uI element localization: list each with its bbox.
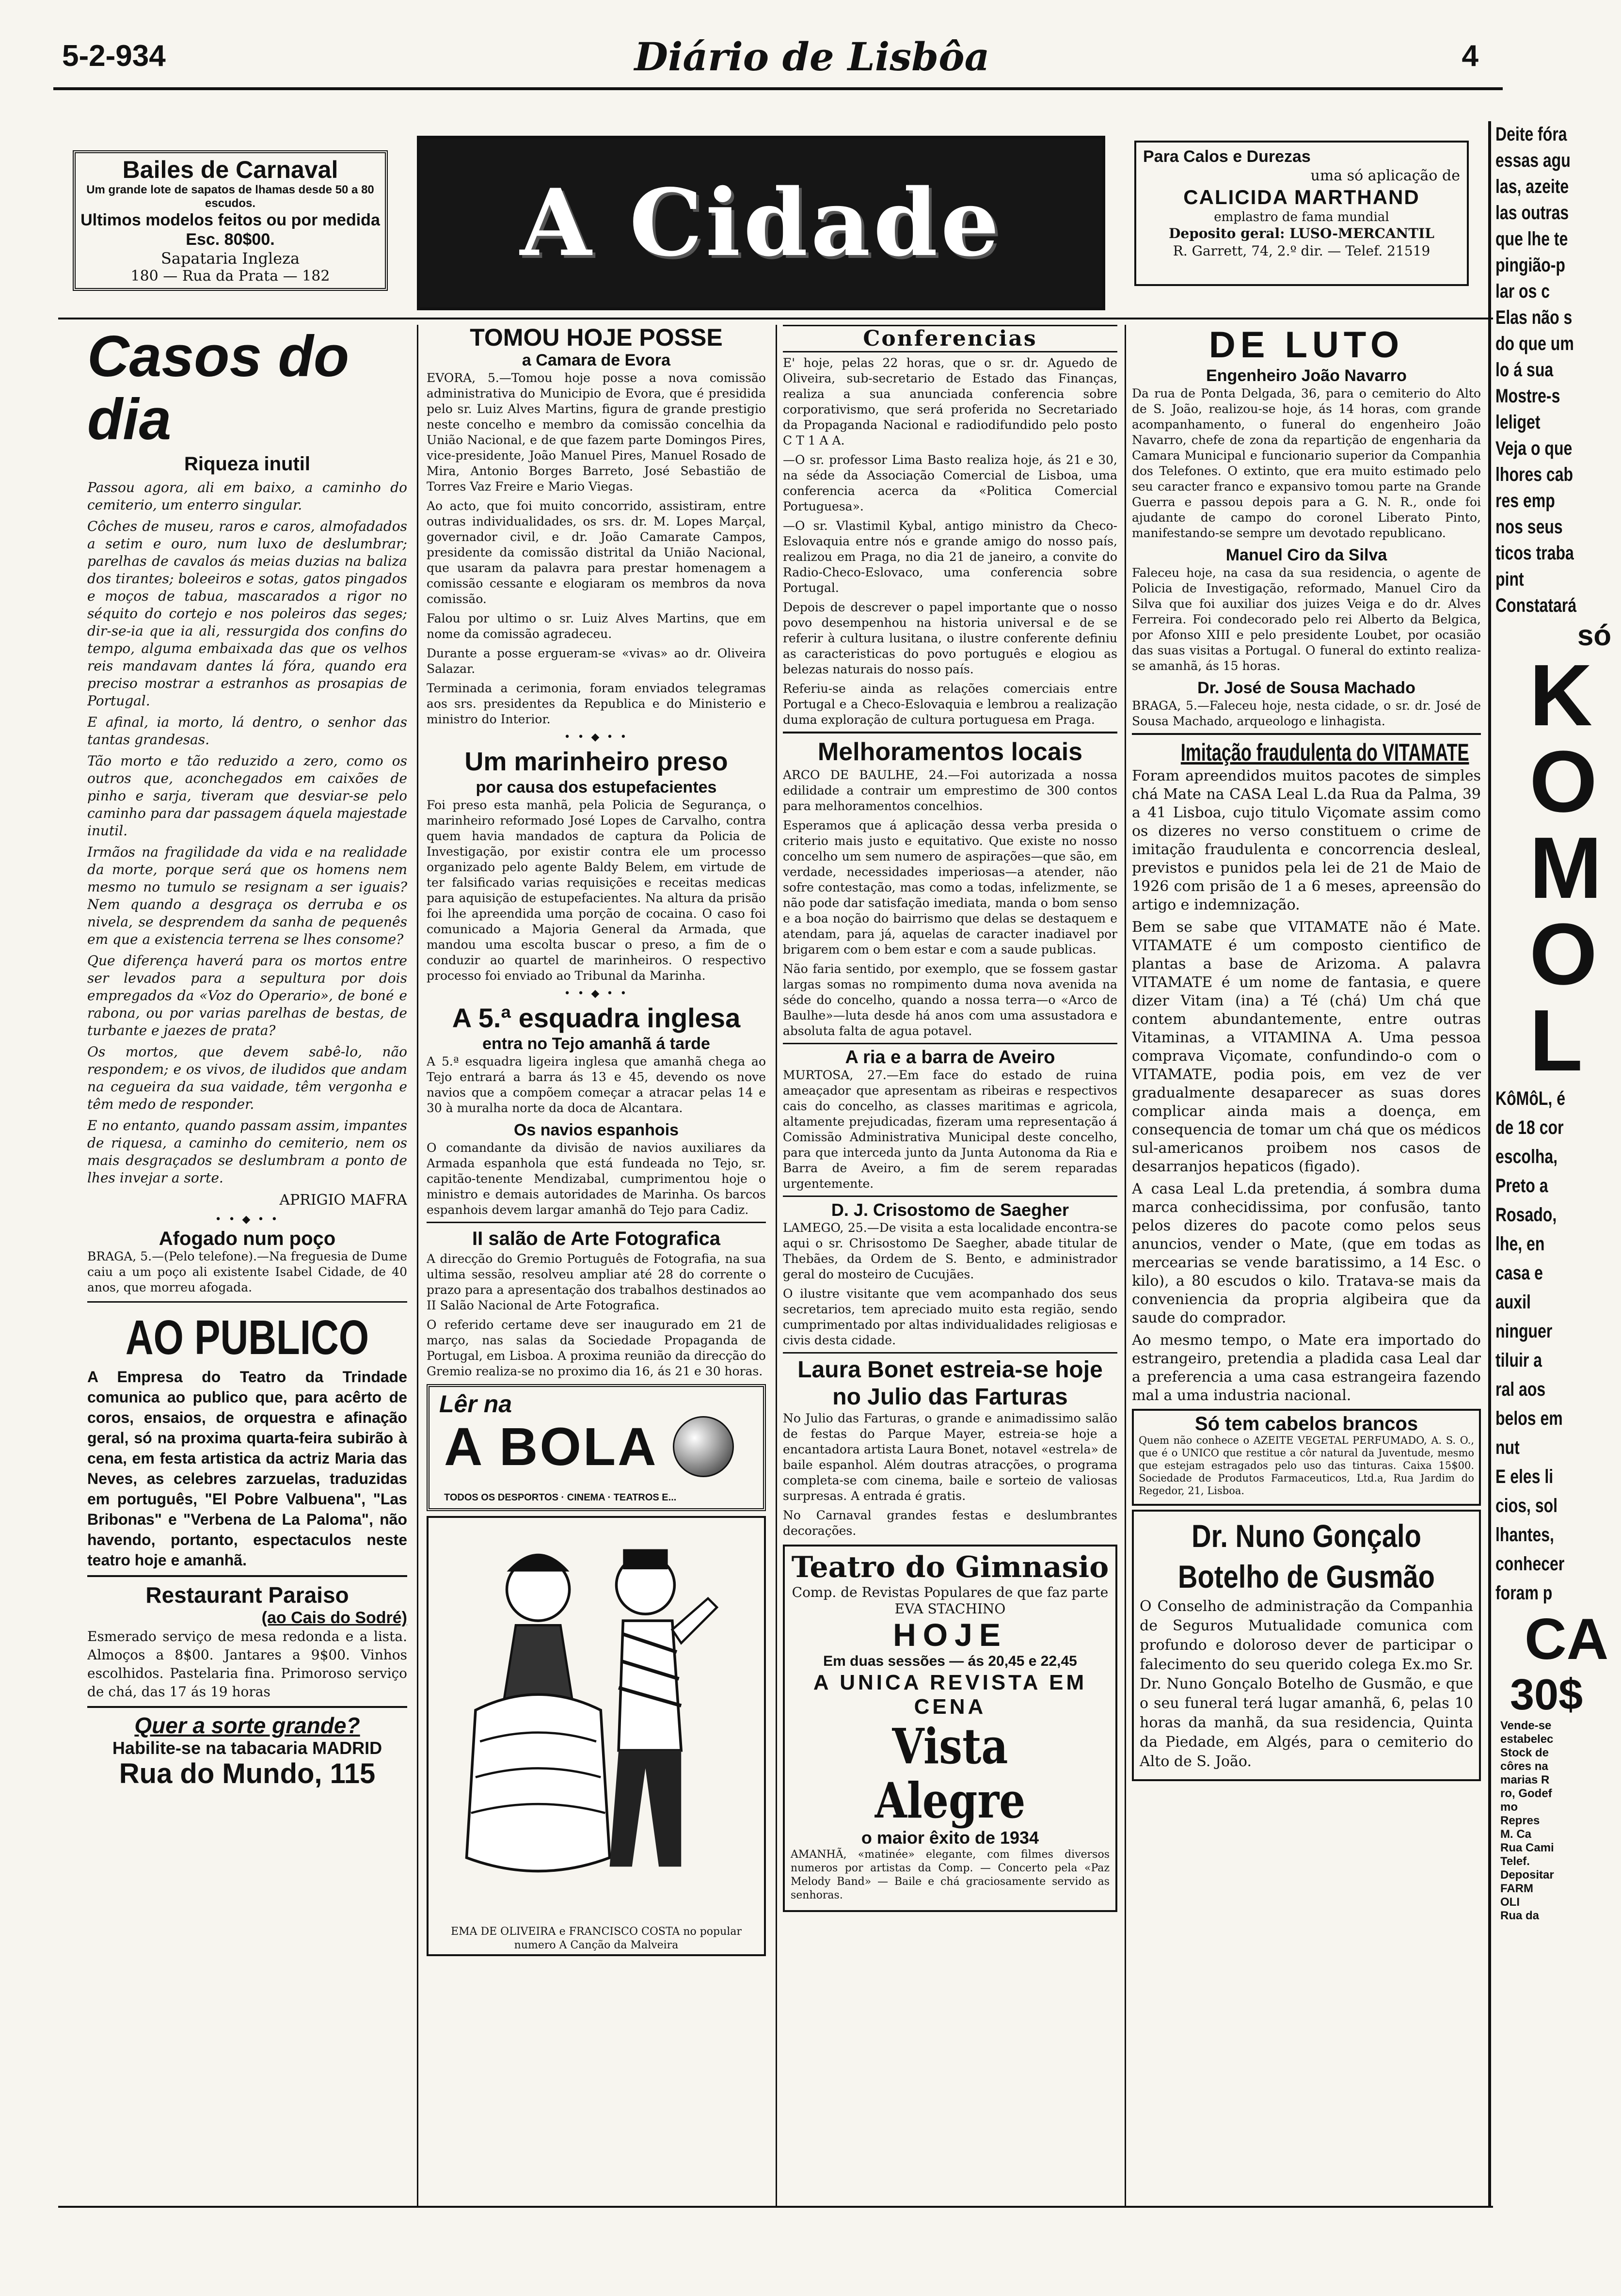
ad-line: estabelec xyxy=(1500,1733,1554,1746)
casos-do-dia-title: Casos do dia xyxy=(87,325,350,452)
ad-line: lhantes, xyxy=(1495,1524,1554,1546)
ad-line: casa e xyxy=(1495,1262,1543,1284)
column-2 xyxy=(427,325,766,2201)
ad-line: pint xyxy=(1495,569,1524,590)
restaurant-title: Restaurant Paraiso xyxy=(145,1582,349,1608)
column-rule-4 xyxy=(1488,121,1491,2206)
gimnasio-line3: A UNICA REVISTA EM CENA xyxy=(813,1671,1087,1719)
restaurant-subtitle: (ao Cais do Sodré) xyxy=(261,1609,407,1627)
paragraph: O ilustre visitante que vem acompanhado dos seus secretarios, tem apreciado muito esta região, sendo cumprimentado por altas individualidades religiosas e civis desta cidade. xyxy=(783,1287,1117,1347)
paragraph: EVORA, 5.—Tomou hoje posse a nova comissão administrativa do Municipio de Evora, que é presidida pelo sr. Luiz Alves Martins, figura de grande prestigio neste concelho e membro da comissão concelhia da União Nacional, e de que fazem parte Domingos Pires, vice-presidente, João Manuel Pires, Manuel Rosado de Mira, Antonio Borges Barreto, José Sebastião de Torres Vaz Freire e Mario Viegas. xyxy=(427,371,766,494)
gusmao-title: Dr. Nuno Gonçalo Botelho de Gusmão xyxy=(1178,1518,1435,1594)
ad-line: OLI xyxy=(1500,1896,1520,1909)
ad-line: essas agu xyxy=(1495,150,1571,171)
cabelos-title: Só tem cabelos brancos xyxy=(1194,1413,1418,1435)
komol-so: só xyxy=(1577,619,1611,652)
ad-line: auxil xyxy=(1495,1292,1531,1313)
conferencias-title: Conferencias xyxy=(783,325,1117,352)
paragraph: Referiu-se ainda as relações comerciais entre Portugal e a Checo-Eslovaquia e lembrou a realização duma exploração de cultura portuguesa em Praga. xyxy=(783,682,1117,727)
gimnasio-illustration xyxy=(427,1516,766,1956)
a-cidade-banner xyxy=(417,136,1105,310)
ad-line: FARM xyxy=(1500,1882,1533,1895)
a-cidade-title: A Cidade xyxy=(520,169,1002,277)
masthead-rule xyxy=(53,87,1503,90)
paragraph: No Julio das Farturas, o grande e animadissimo salão de festas do Parque Mayer, estreia-se hoje a encantadora artista Laura Bonet, notavel «estrela» de baile espanhol. Além doutras atracções, o programa completa-se com cinema, baile e sorteio de valiosas surpresas. A entrada é gratis. xyxy=(783,1411,1117,1503)
ad-line: nos seus xyxy=(1495,516,1563,538)
ad-calos-line6: R. Garrett, 74, 2.º dir. — Telef. 21519 xyxy=(1173,243,1430,259)
gimnasio-line4: o maior êxito de 1934 xyxy=(861,1828,1039,1848)
paragraph: Passou agora, ali em baixo, a caminho do cemiterio, um enterro singular. xyxy=(87,479,407,513)
casos-do-dia-body xyxy=(87,479,407,1187)
ad-line: belos em xyxy=(1495,1408,1563,1429)
column-rule-2 xyxy=(776,325,777,2206)
paragraph: LAMEGO, 25.—De visita a esta localidade encontra-se aqui o sr. Chrisostomo De Saegher, abade titular de Thebães, da Ordem de S. Bento, e administrador geral do mosteiro de Cucujães. xyxy=(783,1221,1117,1281)
newspaper-title: Diário de Lisbôa xyxy=(634,34,990,80)
paragraph: Falou por ultimo o sr. Luiz Alves Martins, que em nome da comissão agradeceu. xyxy=(427,611,766,641)
sorte-line3: Rua do Mundo, 115 xyxy=(119,1758,376,1789)
marinheiro-text: Foi preso esta manhã, pela Policia de Segurança, o marinheiro reformado José Lopes de Carvalho, contra quem havia mandados de captura da Policia de Investigação, por existir contra ele um processo organizado pelo agente Baldy Belem, em virtude de ter falsificado varias requisições e receitas medicas para aquisição de estupefacientes. Na altura da prisão foi lhe apreendida uma porção de cocaina. O caso foi comunicado a Majoria General da Armada, que mandou uma escolta buscar o preso, a fim de o conduzir ao quartel de marinheiros. O respectivo processo foi enviado ao Tribunal da Marinha. xyxy=(427,798,766,983)
ad-line: marias R xyxy=(1500,1773,1550,1786)
paragraph: —O sr. Vlastimil Kybal, antigo ministro da Checo-Eslovaquia entre nós e grande amigo do nosso país, realizou em Praga, no dia 21 de janeiro, a convite do Radio-Checo-Eslovaco, uma conferencia sobre Portugal. xyxy=(783,519,1117,595)
ad-line: lar os c xyxy=(1495,281,1550,302)
ad-line: conhecer xyxy=(1495,1553,1565,1575)
ad-bailes-line1: Um grande lote de sapatos de lhamas desde 50 a 80 escudos. xyxy=(86,183,374,210)
komol-tail-lines xyxy=(1495,1719,1621,1923)
cabelos-text: Quem não conhece o AZEITE VEGETAL PERFUMADO, A. S. O., que é o UNICO que restitue a côr natural da Juventude, mesmo que estejam estragados pelo uso das tinturas. Caixa 15$00. Sociedade de Produtos Farmaceuticos, Ltd.a, Rua Jardim do Regedor, 21, Lisboa. xyxy=(1139,1435,1474,1497)
ad-line: Deite fóra xyxy=(1495,124,1567,145)
ad-line: Constatará xyxy=(1495,595,1577,616)
sorte-line2: Habilite-se na tabacaria MADRID xyxy=(112,1738,382,1758)
ad-line: pingião-p xyxy=(1495,255,1565,276)
ad-line: de 18 cor xyxy=(1495,1117,1564,1138)
big-letter: O xyxy=(1529,733,1598,830)
paragraph: Bem se sabe que VITAMATE não é Mate. VITAMATE é um composto cientifico de plantas a base de Arizoma. A palavra VITAMATE é um nome de fantasia, e quere dizer Vitam (ina) a Té (chá) Um chá que contem abundantemente, entre outras Vitaminas, a VITAMINA A. Uma pessoa comprava Viçomate, confundindo-o com o VITAMATE, podia pois, em vez de ver gradualmente desaparecer as suas dores complicar ainda mais a doença, em consequencia de tomar um chá que os médicos sul-americanos proibem nos casos de desarranjos hepaticos (figado). xyxy=(1132,919,1481,1175)
ad-line: Repres xyxy=(1500,1814,1540,1827)
column-4 xyxy=(1132,325,1481,2201)
paragraph: ARCO DE BAULHE, 24.—Foi autorizada a nossa edilidade a contrair um emprestimo de 300 contos para melhoramentos concelhios. xyxy=(783,768,1117,813)
ad-line: Mostre-s xyxy=(1495,385,1560,407)
sorte-line1: Quer a sorte grande? xyxy=(134,1713,360,1738)
ad-bola-line2: A BOLA xyxy=(444,1417,658,1477)
ad-bailes-carnaval xyxy=(73,150,388,291)
paragraph: A direcção do Gremio Português de Fotografia, na sua ultima sessão, resolveu ampliar até 28 do corrente o prazo para a apresentação dos trabalhos destinados ao II Salão Nacional de Arte Fotografica. xyxy=(427,1252,766,1312)
machado-title: Dr. José de Sousa Machado xyxy=(1197,679,1415,697)
melhoramentos-title: Melhoramentos locais xyxy=(817,738,1083,766)
bottom-rule xyxy=(58,2206,1493,2208)
paragraph: Esperamos que á aplicação dessa verba presida o criterio mais justo e equitativo. Que existe no nosso concelho um sem numero de aspirações—que são, em verdade, necessidades imperiosas—a atender, não sofre contestação, mas como a todas, infelizmente, se não pode dar satisfação imediata, manda o bom senso e a boa noção do bairrismo que delas se destaquem e atendam, para já, aquelas de caracter inadiavel por brigarem com o bem estar e com a saude publicas. xyxy=(783,818,1117,957)
paragraph: Os mortos, que devem sabê-lo, não respondem; e os vivos, de iludidos que andam na cegueira da sua vaidade, têm vergonha e têm medo de responder. xyxy=(87,1044,407,1112)
ad-bailes-line3: Sapataria Ingleza xyxy=(160,249,300,268)
divider xyxy=(87,1706,407,1708)
esquadra-title: A 5.ª esquadra inglesa xyxy=(452,1003,741,1033)
divider xyxy=(427,1222,766,1223)
notice-gusmao xyxy=(1132,1510,1481,1781)
navios-title: Os navios espanhois xyxy=(513,1121,679,1139)
esquadra-text: A 5.ª esquadra ligeira inglesa que amanhã chega ao Tejo entrará a barra ás 13 e 45, devendo os nove navios que a compõem começar a atracar pelas 14 e 30 à muralha norte da doca de Alcantara. xyxy=(427,1054,766,1115)
ad-line: Vende-se xyxy=(1500,1719,1552,1732)
komol-ca: CA xyxy=(1525,1607,1609,1672)
paragraph: Depois de descrever o papel importante que o nosso povo desempenhou na historia universal e de se referir à cultura lusitana, o ilustre conferente definiu as caracteristicas do povo português e elogiou as belezas naturais do nosso país. xyxy=(783,600,1117,676)
de-luto-title: DE LUTO xyxy=(1208,325,1404,366)
ad-line: Veja o que xyxy=(1495,438,1573,459)
salao-body xyxy=(427,1251,766,1379)
ad-line: Rosado, xyxy=(1495,1204,1557,1226)
big-letter: O xyxy=(1529,906,1598,1003)
komol-top-lines xyxy=(1495,121,1596,619)
ornament-divider: • • ◆ • • xyxy=(215,1213,280,1226)
column-rule-1 xyxy=(417,325,418,2206)
paragraph: O referido certame deve ser inaugurado em 21 de março, nas salas da Sociedade Propaganda de Portugal, em Lisboa. A proxima reunião da direcção do Gremio realiza-se no proximo dia 16, ás 21 e 30 horas. xyxy=(427,1318,766,1378)
paragraph: Terminada a cerimonia, foram enviados telegramas aos srs. presidentes da Republica e do Ministerio e ministro do Interior. xyxy=(427,681,766,726)
paragraph: Tão morto e tão reduzido a zero, como os outros que, aconchegados em caixões de pinho e sarja, tiveram que desviar-se pelo caminho para dar passagem áquela majestade inutil. xyxy=(87,753,407,839)
ad-line: leliget xyxy=(1495,412,1541,433)
paragraph: Ao mesmo tempo, o Mate era importado do estrangeiro, pretendia a pladida casa Leal dar a preferencia a uma casa estrangeira fazendo mal a uma industria nacional. xyxy=(1132,1332,1481,1404)
ad-line: KôMôL, é xyxy=(1495,1088,1565,1109)
ad-line: lo á sua xyxy=(1495,359,1554,381)
esquadra-subtitle: entra no Tejo amanhã á tarde xyxy=(482,1035,710,1053)
paragraph: Côches de museu, raros e caros, almofadados a setim e ouro, num luxo de deslumbrar; parelhas de cavalos ás meias duzias na baliza dos tirantes; boleeiros e sotas, gatos pingados e moços de tabua, mascarados a rigor no séquito do cortejo e nos poleiros das seges; dir-se-ia que ia ali, ressurgida dos confins do tempo, alguma embaixada das que os velhos reis mandavam dantes lá fóra, quando era preciso mostrar a estranhos as prosapias de Portugal. xyxy=(87,518,407,709)
gimnasio-line1: Comp. de Revistas Populares de que faz parte EVA STACHINO xyxy=(792,1584,1109,1617)
ad-calos-line5: Deposito geral: LUSO-MERCANTIL xyxy=(1169,225,1434,241)
navarro-subtitle: Engenheiro João Navarro xyxy=(1206,367,1407,385)
ad-line: do que um xyxy=(1495,333,1574,354)
big-letter: M xyxy=(1529,819,1602,917)
ad-line: lhores cab xyxy=(1495,464,1573,485)
ad-line: côres na xyxy=(1500,1760,1548,1773)
ad-line: foram p xyxy=(1495,1582,1553,1604)
divider xyxy=(783,732,1117,733)
ad-bailes-line4: 180 — Rua da Prata — 182 xyxy=(130,268,330,285)
paragraph: —O sr. professor Lima Basto realiza hoje, ás 21 e 30, na séde da Associação Comercial de Lisboa, uma conferencia acerca da «Politica Comercial Portuguesa». xyxy=(783,453,1117,513)
paragraph: Foram apreendidos muitos pacotes de simples chá Mate na CASA Leal L.da Rua da Palma, 39 a 41 Lisboa, cujo titulo Viçomate assim como os dizeres no verso constituem o crime de imitação fraudulenta e concorrencia desleal, previstos e punidos pela lei de 21 de Maio de 1926 com prisão de 1 a 6 meses, apreensão do artigo e indemnização. xyxy=(1132,767,1481,913)
page-number: 4 xyxy=(1462,39,1478,73)
paragraph: A casa Leal L.da pretendia, á sombra duma marca conhecidissima, por confusão, tanto pelos dizeres do pacote como pelos seus anuncios, vender o Mate, (que em todas as mercearias se vende baratissimo, a 14 Esc. o kilo), a 80 escudos o kilo. Tratava-se mais da conveniencia da propria algibeira que da saude do comprador. xyxy=(1132,1180,1481,1326)
paragraph: E afinal, ia morto, lá dentro, o senhor das tantas grandesas. xyxy=(87,714,407,748)
gimnasio-title: Teatro do Gimnasio xyxy=(791,1550,1109,1584)
column-5-komol-ad xyxy=(1495,121,1621,2206)
ad-bailes-title: Bailes de Carnaval xyxy=(122,156,338,183)
vitamate-title: Imitação fraudulenta do VITAMATE xyxy=(1180,739,1469,766)
paragraph: Ao acto, que foi muito concorrido, assistiram, entre outras individualidades, os srs. dr. M. Lopes Marçal, governador civil, e dr. João Camarate Campos, presidente da comissão distrital da União Nacional, que usaram da palavra para prestar homenagem a comissão cessante e elogiaram os membros da nova comissão. xyxy=(427,499,766,606)
ria-text: MURTOSA, 27.—Em face do estado de ruina ameaçador que apresentam as ribeiras e respectivos cais do concelho, as classes maritimas e agricola, altamente prejudicadas, fizeram uma representação á Comissão Administrativa Municipal deste concelho, para que interceda junto da Junta Autonoma da Ria e Barra de Aveiro, a fim de serem reparadas urgentemente. xyxy=(783,1068,1117,1191)
navarro-text: Da rua de Ponta Delgada, 36, para o cemiterio do Alto de S. João, realizou-se hoje, ás 14 horas, com grande acompanhamento, o funeral do engenheiro João Navarro, chefe de zona da repartição de engenharia da Camara Municipal e funcionario superior da Companhia dos Telefones. O extinto, que era muito estimado pelo seu caracter franco e expansivo tomou parte na Grande Guerra e passou depois para a G. N. R., onde foi ajudante de campo do coronel Liberato Pinto, manifestando-se sempre um devotado republicano. xyxy=(1132,386,1481,540)
ad-a-bola xyxy=(427,1384,766,1511)
ad-line: Rua Cami xyxy=(1500,1841,1554,1854)
ad-calos-line3: CALICIDA MARTHAND xyxy=(1183,186,1420,208)
ad-calos-line1: Para Calos e Durezas xyxy=(1143,147,1311,166)
big-letter: L xyxy=(1529,992,1583,1089)
ad-line: ro, Godef xyxy=(1500,1787,1552,1800)
restaurant-text: Esmerado serviço de mesa redonda e a lista. Almoços a 8$00. Jantares a 9$00. Vinhos escolhidos. Pastelaria fina. Primoroso serviço de chá, das 17 ás 19 horas xyxy=(87,1628,407,1700)
ad-cabelos-brancos xyxy=(1132,1409,1481,1506)
ria-title: A ria e a barra de Aveiro xyxy=(845,1047,1055,1068)
top-ads-rule xyxy=(58,318,1493,319)
salao-title: II salão de Arte Fotografica xyxy=(472,1228,720,1249)
ad-bailes-line2: Ultimos modelos feitos ou por medida Esc. 80$00. xyxy=(80,211,380,249)
column-3 xyxy=(783,325,1117,2201)
big-letter: K xyxy=(1529,647,1592,744)
ad-bola-line1: Lêr na xyxy=(439,1390,512,1418)
ad-line: E eles li xyxy=(1495,1466,1554,1487)
ad-line: ral aos xyxy=(1495,1379,1546,1400)
divider xyxy=(783,1043,1117,1044)
paragraph: Que diferença haverá para os mortos entre ser levados para a sepultura por dois empregados da «Voz do Operario», de boné e rabona, ou por varias parelhas de bestas, de turbante e jaezes de prata? xyxy=(87,953,407,1038)
ad-line: que lhe te xyxy=(1495,228,1568,250)
marinheiro-subtitle: por causa dos estupefacientes xyxy=(476,778,717,797)
ad-line: Stock de xyxy=(1500,1746,1549,1759)
laura-bonet-title: Laura Bonet estreia-se hoje no Julio das Farturas xyxy=(797,1357,1103,1410)
paragraph: Irmãos na fragilidade da vida e na realidade da morte, porque será que os homens nem mesmo no tumulo se resignam a ser iguais? Nem quando a desgraça os derruba e os nivela, se desprendem da sanha de pequenês em que a existencia terrena se lhes consome? xyxy=(87,844,407,947)
posse-title: TOMOU HOJE POSSE xyxy=(470,325,723,351)
navios-text: O comandante da divisão de navios auxiliares da Armada espanhola que está fundeada no Tejo, sr. capitão-tenente Mendizabal, cumprimentou hoje o ministro e demais autoridades de Marinha. Os barcos espanhois devem largar amanhã do Tejo para Cadiz. xyxy=(427,1141,766,1217)
posse-body xyxy=(427,370,766,727)
ornament-divider: • • ◆ • • xyxy=(564,988,629,1000)
ad-bola-line3: TODOS OS DESPORTOS · CINEMA · TEATROS E... xyxy=(444,1492,677,1503)
gimnasio-title2: Vista Alegre xyxy=(874,1718,1026,1829)
gimnasio-hoje: HOJE xyxy=(893,1617,1007,1653)
ad-calos-line4: emplastro de fama mundial xyxy=(1214,210,1389,224)
ad-calos-line2: uma só aplicação de xyxy=(1310,167,1460,184)
gimnasio-caption: EMA DE OLIVEIRA e FRANCISCO COSTA no popular numero A Canção da Malveira xyxy=(451,1926,742,1951)
dancers-illustration xyxy=(429,1518,764,1920)
posse-subtitle: a Camara de Evora xyxy=(522,351,671,369)
ad-teatro-gimnasio xyxy=(783,1545,1117,1912)
crisostomo-body xyxy=(783,1220,1117,1348)
ornament-divider: • • ◆ • • xyxy=(564,731,629,743)
paragraph: Não faria sentido, por exemplo, que se fossem gastar largas somas no rompimento duma nova avenida na séde do concelho, quando a nossa terra—o «Arco de Baulhe»—luta desde há anos com uma assustadora e absoluta falta de agua potavel. xyxy=(783,962,1117,1038)
divider xyxy=(783,1352,1117,1354)
divider xyxy=(87,1575,407,1577)
divider xyxy=(1132,733,1481,735)
divider xyxy=(87,1301,407,1303)
ad-line: Depositar xyxy=(1500,1868,1554,1881)
ball-icon xyxy=(673,1416,734,1477)
komol-mid-lines xyxy=(1495,1084,1596,1608)
crisostomo-title: D. J. Crisostomo de Saegher xyxy=(831,1200,1069,1220)
ad-line: tiluir a xyxy=(1495,1350,1542,1371)
paragraph: E' hoje, pelas 22 horas, que o sr. dr. Aguedo de Oliveira, sub-secretario de Estado das Finanças, realiza a sua anunciada conferencia sobre corporativismo, que será proferida no Secretariado da Propaganda Nacional e radiodifundido pelo posto C T 1 A A. xyxy=(783,356,1117,447)
afogado-text: BRAGA, 5.—(Pelo telefone).—Na freguesia de Dume caiu a um poço ali existente Isabel Cidade, de 40 anos, que morreu afogada. xyxy=(87,1249,407,1294)
ad-line: ticos traba xyxy=(1495,542,1574,564)
marinheiro-title: Um marinheiro preso xyxy=(464,747,728,776)
ad-line: lhe, en xyxy=(1495,1233,1545,1255)
author: APRIGIO MAFRA xyxy=(279,1192,407,1209)
column-rule-3 xyxy=(1125,325,1126,2206)
komol-price: 30$ xyxy=(1510,1671,1583,1719)
paragraph: Durante a posse ergueram-se «vivas» ao dr. Oliveira Salazar. xyxy=(427,646,766,676)
ad-line: cios, sol xyxy=(1495,1495,1558,1516)
ad-line: mo xyxy=(1500,1801,1518,1814)
ao-publico-text: A Empresa do Teatro da Trindade comunica ao publico que, para acêrto de coros, ensaios, de orquestra e afinação geral, só na proxima quarta-feira subirão à cena, em festa artistica da actriz Maria das Neves, as celebres zarzuelas, traduzidas em português, "El Pobre Valbuena", "Las Bribonas" e "Verbena de La Paloma", não havendo, portanto, espectaculos neste teatro hoje e amanhã. xyxy=(87,1368,407,1569)
ad-line: escolha, xyxy=(1495,1146,1558,1167)
ad-line: M. Ca xyxy=(1500,1828,1532,1841)
ad-line: Elas não s xyxy=(1495,307,1573,328)
komol-big-letters xyxy=(1495,647,1621,1089)
ad-line: Preto a xyxy=(1495,1175,1548,1196)
ad-line: las, azeite xyxy=(1495,176,1569,197)
ad-line: res emp xyxy=(1495,490,1555,511)
ad-calos xyxy=(1134,141,1469,286)
conferencias-body xyxy=(783,355,1117,728)
laura-bonet-body xyxy=(783,1411,1117,1539)
paragraph: No Carnaval grandes festas e deslumbrantes decorações. xyxy=(783,1508,1117,1538)
ad-line: las outras xyxy=(1495,202,1569,223)
ao-publico-title: AO PUBLICO xyxy=(125,1310,369,1365)
ad-line: Rua da xyxy=(1500,1909,1540,1922)
divider xyxy=(783,1196,1117,1197)
ad-line: Telef. xyxy=(1500,1855,1530,1868)
ciro-title: Manuel Ciro da Silva xyxy=(1225,546,1387,564)
gimnasio-line2: Em duas sessões — ás 20,45 e 22,45 xyxy=(823,1653,1077,1669)
paragraph: E no entanto, quando passam assim, impantes de riquesa, a caminho do cemiterio, nem os mais desgraçados se deslumbram a ponto de lhes invejar a sorte. xyxy=(87,1117,407,1186)
gusmao-text: O Conselho de administração da Companhia de Seguros Mutualidade comunica com profundo e doloroso dever de participar o falecimento do seu querido colega Ex.mo Sr. Dr. Nuno Gonçalo Botelho de Gusmão, e que o seu funeral terá lugar amanhã, 6, pelas 10 horas da manhã, da sua residencia, Quinta da Piedade, em Algés, para o cemiterio do Alto de S. João. xyxy=(1140,1598,1473,1770)
column-1 xyxy=(87,325,407,2201)
ad-line: nut xyxy=(1495,1437,1520,1458)
riqueza-inutil-subtitle: Riqueza inutil xyxy=(184,453,310,475)
issue-date: 5-2-934 xyxy=(62,39,166,73)
afogado-title: Afogado num poço xyxy=(159,1228,336,1249)
ciro-text: Faleceu hoje, na casa da sua residencia, o agente de Policia de Investigação, reformado, Manuel Ciro da Silva que foi auxiliar dos juizes Veiga e do dr. Alves Ferreira. Foi condecorado pelo rei Alberto da Belgica, por Afonso XIII e pelo presidente Loubet, por ocasião das suas visitas a Portugal. O funeral do extinto realiza-se amanhã, ás 15 horas. xyxy=(1132,566,1481,673)
gimnasio-line5: AMANHÃ, «matinée» elegante, com filmes diversos numeros por artistas da Comp. — Concerto pela «Paz Melody Band» — Baile e chá graciosamente servido as senhoras. xyxy=(791,1849,1110,1901)
melhoramentos-body xyxy=(783,767,1117,1039)
vitamate-body xyxy=(1132,767,1481,1405)
machado-text: BRAGA, 5.—Faleceu hoje, nesta cidade, o sr. dr. José de Sousa Machado, arqueologo e linhagista. xyxy=(1132,699,1481,728)
ad-line: ninguer xyxy=(1495,1321,1553,1342)
